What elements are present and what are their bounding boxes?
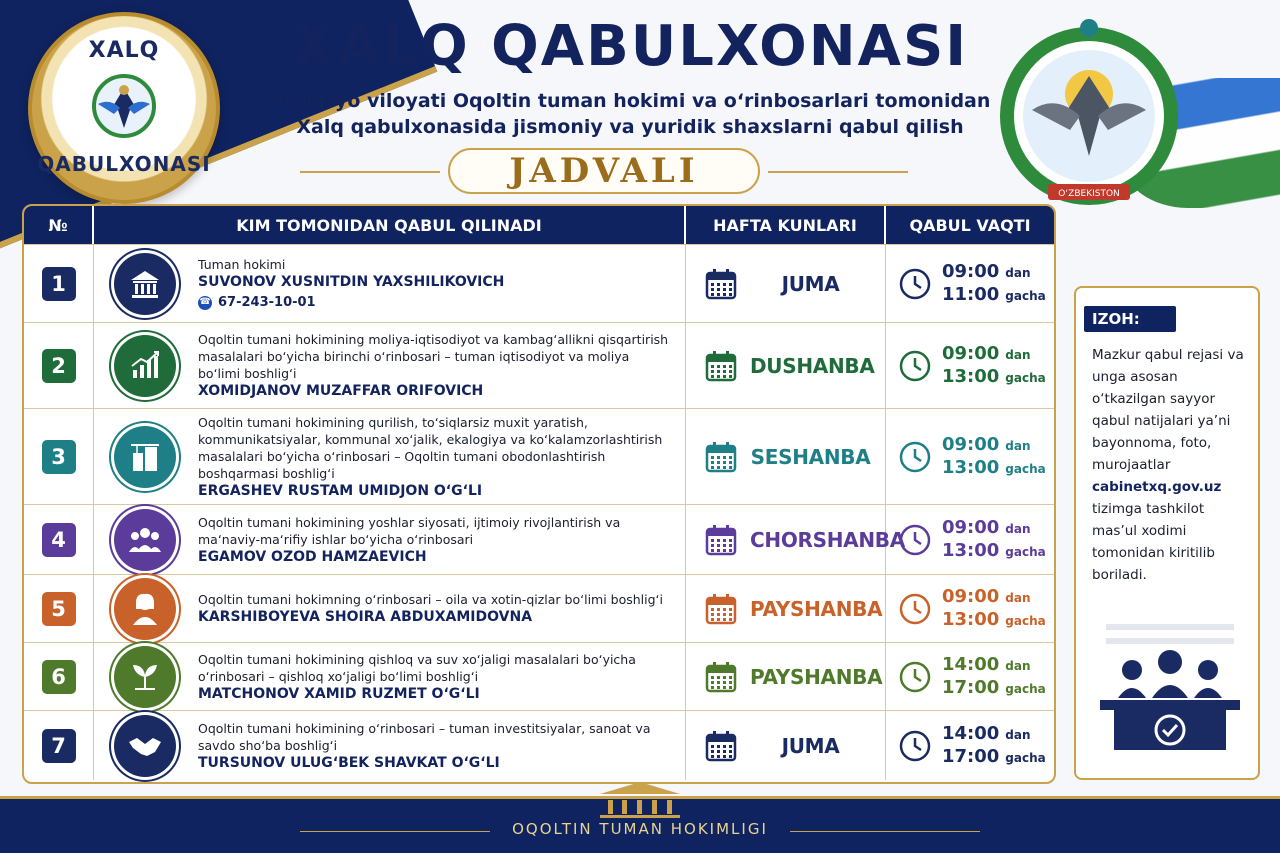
official-name: ERGASHEV RUSTAM UMIDJON O‘G‘LI bbox=[198, 482, 483, 499]
jadvali-badge: JADVALI bbox=[448, 148, 760, 194]
official-phone[interactable] bbox=[198, 294, 504, 311]
weekday-label: JUMA bbox=[781, 733, 840, 758]
table-body bbox=[24, 244, 1054, 780]
row-weekday-cell bbox=[686, 711, 886, 780]
time-range bbox=[942, 654, 1046, 700]
time-to-word: gacha bbox=[1005, 370, 1046, 385]
official-info bbox=[198, 331, 685, 400]
time-from-word: dan bbox=[1005, 658, 1031, 673]
time-start: 14:00 bbox=[942, 722, 1000, 744]
clock-icon bbox=[898, 660, 932, 694]
time-to-word: gacha bbox=[1005, 613, 1046, 628]
official-name: EGAMOV OZOD HAMZAEVICH bbox=[198, 548, 427, 565]
note-text-after: tizimga tashkilot mas’ul xodimi tomonidan kiritilib boriladi. bbox=[1092, 501, 1215, 583]
woman-icon bbox=[114, 578, 176, 640]
row-weekday-cell bbox=[686, 643, 886, 710]
row-number: 7 bbox=[42, 729, 76, 763]
row-number-cell bbox=[24, 323, 94, 408]
official-name: SUVONOV XUSNITDIN YAXSHILIKOVICH bbox=[198, 274, 505, 290]
table-row bbox=[24, 710, 1054, 780]
clock-icon bbox=[898, 267, 932, 301]
header-number: № bbox=[24, 206, 94, 244]
time-from-word: dan bbox=[1005, 590, 1031, 605]
time-to-word: gacha bbox=[1005, 681, 1046, 696]
government-building-icon bbox=[114, 253, 176, 315]
page-title: XALQ QABULXONASI bbox=[291, 14, 969, 79]
calendar-icon bbox=[704, 523, 738, 557]
header-who: KIM TOMONIDAN QABUL QILINADI bbox=[94, 206, 686, 244]
calendar-icon bbox=[704, 592, 738, 626]
official-role: Tuman hokimi bbox=[198, 257, 286, 272]
row-official-cell bbox=[94, 323, 686, 408]
note-text bbox=[1092, 344, 1252, 586]
official-name: MATCHONOV XAMID RUZMET O‘G‘LI bbox=[198, 685, 480, 702]
row-number: 1 bbox=[42, 267, 76, 301]
row-official-cell bbox=[94, 575, 686, 642]
time-start: 09:00 bbox=[942, 516, 1000, 538]
table-row bbox=[24, 642, 1054, 710]
logo-top-text: XALQ bbox=[88, 38, 160, 63]
logo-bottom-text: QABULXONASI bbox=[37, 152, 211, 176]
table-row bbox=[24, 408, 1054, 504]
time-from-word: dan bbox=[1005, 521, 1031, 536]
time-range bbox=[942, 434, 1046, 480]
row-number-cell bbox=[24, 245, 94, 322]
row-weekday-cell bbox=[686, 575, 886, 642]
row-time-cell bbox=[886, 575, 1054, 642]
time-to-word: gacha bbox=[1005, 544, 1046, 559]
schedule-table bbox=[22, 204, 1056, 784]
official-role: Oqoltin tumani hokimning o‘rinbosari – oila va xotin-qizlar bo‘limi boshlig‘i bbox=[198, 592, 664, 607]
time-end: 13:00 bbox=[942, 539, 1000, 561]
row-official-cell bbox=[94, 711, 686, 780]
row-time-cell bbox=[886, 323, 1054, 408]
official-info bbox=[198, 414, 685, 500]
clock-icon bbox=[898, 440, 932, 474]
time-to-word: gacha bbox=[1005, 750, 1046, 765]
time-start: 09:00 bbox=[942, 433, 1000, 455]
calendar-icon bbox=[704, 729, 738, 763]
weekday-label: CHORSHANBA bbox=[750, 527, 905, 552]
hokimiyat-building-icon bbox=[590, 780, 690, 820]
calendar-icon bbox=[704, 440, 738, 474]
calendar-icon bbox=[704, 660, 738, 694]
row-number-cell bbox=[24, 711, 94, 780]
subtitle-line-2: Xalq qabulxonasida jismoniy va yuridik shaxslarni qabul qilish bbox=[296, 116, 964, 138]
row-number: 2 bbox=[42, 349, 76, 383]
calendar-icon bbox=[704, 349, 738, 383]
row-official-cell bbox=[94, 409, 686, 504]
weekday-label: SESHANBA bbox=[750, 444, 871, 469]
row-number-cell bbox=[24, 409, 94, 504]
phone-icon: ☎ bbox=[198, 296, 212, 310]
official-info bbox=[198, 256, 520, 311]
time-range bbox=[942, 586, 1046, 632]
time-end: 17:00 bbox=[942, 676, 1000, 698]
subtitle-line-1: Sirdaryo viloyati Oqoltin tuman hokimi va o‘rinbosarlari tomonidan bbox=[269, 90, 991, 112]
official-name: XOMIDJANOV MUZAFFAR ORIFOVICH bbox=[198, 383, 484, 399]
clock-icon bbox=[898, 523, 932, 557]
row-official-cell bbox=[94, 643, 686, 710]
weekday-label: PAYSHANBA bbox=[750, 664, 883, 689]
weekday-label: JUMA bbox=[781, 271, 840, 296]
row-weekday-cell bbox=[686, 245, 886, 322]
row-official-cell bbox=[94, 245, 686, 322]
time-start: 14:00 bbox=[942, 653, 1000, 675]
row-weekday-cell bbox=[686, 409, 886, 504]
weekday-label: DUSHANBA bbox=[750, 353, 875, 378]
row-weekday-cell bbox=[686, 505, 905, 574]
official-role: Oqoltin tumani hokimining qurilish, to‘siqlarsiz muxit yaratish, kommunikatsiyalar, kommunal xo‘jalik, ekalogiya va ko‘kalamzorlashtirish masalalari bo‘yicha o‘rinbosari – Oqoltin tumani obodonlashtirish boshqarmasi boshlig‘i bbox=[198, 414, 663, 481]
official-role: Oqoltin tumani hokimining moliya-iqtisodiyot va kambag‘allikni qisqartirish masalalari bo‘yicha birinchi o‘rinbosari – tuman iqtisodiyot va moliya bo‘limi boshlig‘i bbox=[198, 332, 669, 381]
leaf-icon bbox=[114, 646, 176, 708]
row-time-cell bbox=[886, 505, 1054, 574]
table-row bbox=[24, 574, 1054, 642]
time-start: 09:00 bbox=[942, 260, 1000, 282]
official-name: KARSHIBOYEVA SHOIRA ABDUXAMIDOVNA bbox=[198, 609, 533, 625]
row-number: 5 bbox=[42, 592, 76, 626]
row-number-cell bbox=[24, 505, 94, 574]
time-end: 13:00 bbox=[942, 456, 1000, 478]
time-from-word: dan bbox=[1005, 727, 1031, 742]
page-subtitle bbox=[250, 88, 1010, 140]
row-number: 6 bbox=[42, 660, 76, 694]
divider-left bbox=[300, 171, 440, 173]
time-end: 13:00 bbox=[942, 365, 1000, 387]
row-number: 3 bbox=[42, 440, 76, 474]
note-text-before: Mazkur qabul rejasi va unga asosan o‘tkazilgan sayyor qabul natijalari ya’ni bayonnoma, foto, murojaatlar bbox=[1092, 347, 1244, 473]
official-info bbox=[198, 591, 679, 626]
growth-chart-icon bbox=[114, 335, 176, 397]
official-name: TURSUNOV ULUG‘BEK SHAVKAT O‘G‘LI bbox=[198, 754, 500, 771]
people-group-icon bbox=[114, 509, 176, 571]
meeting-illustration-icon bbox=[1096, 618, 1244, 758]
row-weekday-cell bbox=[686, 323, 886, 408]
construction-icon bbox=[114, 426, 176, 488]
note-box bbox=[1074, 286, 1260, 780]
note-label: IZOH: bbox=[1084, 306, 1176, 332]
time-range bbox=[942, 723, 1046, 769]
xalq-qabulxonasi-logo bbox=[28, 12, 220, 204]
official-role: Oqoltin tumani hokimining o‘rinbosari – tuman investitsiyalar, sanoat va savdo sho‘ba boshlig‘i bbox=[198, 720, 651, 753]
emblem-label: O‘ZBEKISTON bbox=[1058, 189, 1120, 199]
divider-right bbox=[768, 171, 908, 173]
time-from-word: dan bbox=[1005, 347, 1031, 362]
calendar-icon bbox=[704, 267, 738, 301]
row-number: 4 bbox=[42, 523, 76, 557]
time-from-word: dan bbox=[1005, 438, 1031, 453]
time-end: 13:00 bbox=[942, 608, 1000, 630]
clock-icon bbox=[898, 592, 932, 626]
table-row bbox=[24, 244, 1054, 322]
eagle-icon bbox=[84, 68, 164, 148]
time-to-word: gacha bbox=[1005, 461, 1046, 476]
time-to-word: gacha bbox=[1005, 288, 1046, 303]
row-number-cell bbox=[24, 575, 94, 642]
table-row bbox=[24, 322, 1054, 408]
time-start: 09:00 bbox=[942, 342, 1000, 364]
cabinet-link[interactable]: cabinetxq.gov.uz bbox=[1092, 479, 1222, 495]
header-time: QABUL VAQTI bbox=[909, 215, 1031, 235]
row-time-cell bbox=[886, 245, 1054, 322]
footer-text: OQOLTIN TUMAN HOKIMLIGI bbox=[512, 820, 768, 838]
row-time-cell bbox=[886, 711, 1054, 780]
official-info bbox=[198, 651, 685, 703]
official-info bbox=[198, 720, 685, 772]
time-end: 11:00 bbox=[942, 283, 1000, 305]
state-emblem-icon bbox=[1000, 16, 1178, 212]
clock-icon bbox=[898, 349, 932, 383]
row-number-cell bbox=[24, 643, 94, 710]
time-range bbox=[942, 261, 1046, 307]
time-range bbox=[942, 517, 1046, 563]
handshake-icon bbox=[114, 715, 176, 777]
phone-number[interactable]: 67-243-10-01 bbox=[218, 295, 316, 310]
table-header bbox=[24, 206, 1054, 244]
time-start: 09:00 bbox=[942, 585, 1000, 607]
row-time-cell bbox=[886, 643, 1054, 710]
official-role: Oqoltin tumani hokimining yoshlar siyosati, ijtimoiy rivojlantirish va ma‘naviy-ma‘rifiy ishlar bo‘yicha o‘rinbosari bbox=[198, 514, 621, 547]
time-range bbox=[942, 343, 1046, 389]
clock-icon bbox=[898, 729, 932, 763]
weekday-label: PAYSHANBA bbox=[750, 596, 883, 621]
header-weekday: HAFTA KUNLARI bbox=[686, 206, 886, 244]
time-end: 17:00 bbox=[942, 745, 1000, 767]
table-row bbox=[24, 504, 1054, 574]
time-from-word: dan bbox=[1005, 265, 1031, 280]
official-info bbox=[198, 514, 685, 566]
row-official-cell bbox=[94, 505, 686, 574]
official-role: Oqoltin tumani hokimining qishloq va suv xo‘jaligi masalalari bo‘yicha o‘rinbosari – qishloq xo‘jaligi bo‘limi boshlig‘i bbox=[198, 651, 636, 684]
row-time-cell bbox=[886, 409, 1054, 504]
